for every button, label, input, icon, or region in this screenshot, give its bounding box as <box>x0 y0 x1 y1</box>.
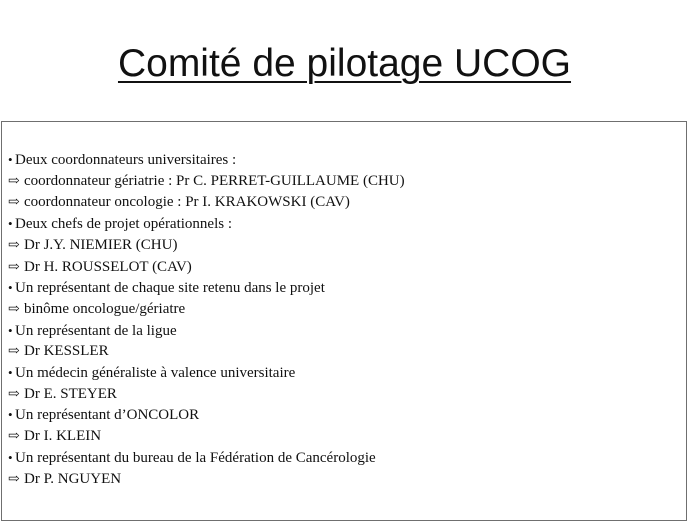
list-item <box>8 341 405 363</box>
list-item-text: Un médecin généraliste à valence universitaire <box>15 365 296 382</box>
arrow-icon: ⇨ <box>8 237 20 253</box>
list-item-text: Un représentant du bureau de la Fédération de Cancérologie <box>15 449 376 466</box>
list-item <box>8 469 405 491</box>
list-item <box>8 235 405 257</box>
list-item-text: coordonnateur gériatrie : Pr C. PERRET-GUILLAUME (CHU) <box>24 172 405 189</box>
list-item <box>8 192 405 214</box>
list-item-text: Un représentant de la ligue <box>15 322 177 339</box>
bullet-icon: • <box>8 449 13 465</box>
arrow-icon: ⇨ <box>8 386 20 402</box>
title-text: Comité de pilotage UCOG <box>117 42 572 85</box>
list-item <box>8 257 405 279</box>
arrow-icon: ⇨ <box>8 429 20 445</box>
list-item <box>8 384 405 406</box>
arrow-icon: ⇨ <box>8 301 20 317</box>
list-item-text: Dr H. ROUSSELOT (CAV) <box>24 258 192 275</box>
content-list <box>8 150 405 490</box>
list-item <box>8 321 405 342</box>
list-item-text: Dr I. KLEIN <box>24 428 102 445</box>
list-item-text: Dr E. STEYER <box>24 385 117 402</box>
list-item-text: Dr KESSLER <box>24 343 109 360</box>
list-item-text: Dr P. NGUYEN <box>24 470 122 487</box>
list-item <box>8 405 405 426</box>
bullet-icon: • <box>8 365 13 381</box>
list-item <box>8 448 405 469</box>
bullet-icon: • <box>8 280 13 296</box>
content-box <box>1 121 687 521</box>
list-item <box>8 171 405 193</box>
list-item <box>8 426 405 448</box>
list-item <box>8 278 405 299</box>
list-item-text: Deux coordonnateurs universitaires : <box>15 152 237 168</box>
list-item <box>8 363 405 384</box>
arrow-icon: ⇨ <box>8 259 20 275</box>
list-item <box>8 214 405 235</box>
arrow-icon: ⇨ <box>8 471 20 487</box>
list-item-text: Deux chefs de projet opérationnels : <box>15 216 233 233</box>
bullet-icon: • <box>8 322 13 338</box>
arrow-icon: ⇨ <box>8 195 20 211</box>
bullet-icon: • <box>8 216 13 232</box>
arrow-icon: ⇨ <box>8 173 20 189</box>
list-item-text: Dr J.Y. NIEMIER (CHU) <box>24 236 178 253</box>
page-title <box>0 38 689 90</box>
bullet-icon: • <box>8 407 13 423</box>
list-item <box>8 150 405 171</box>
list-item-text: binôme oncologue/gériatre <box>24 300 186 317</box>
arrow-icon: ⇨ <box>8 344 20 360</box>
bullet-icon: • <box>8 152 13 167</box>
list-item <box>8 299 405 321</box>
list-item-text: coordonnateur oncologie : Pr I. KRAKOWSKI (CAV) <box>24 194 350 211</box>
list-item-text: Un représentant d’ONCOLOR <box>15 407 200 424</box>
list-item-text: Un représentant de chaque site retenu dans le projet <box>15 280 325 297</box>
